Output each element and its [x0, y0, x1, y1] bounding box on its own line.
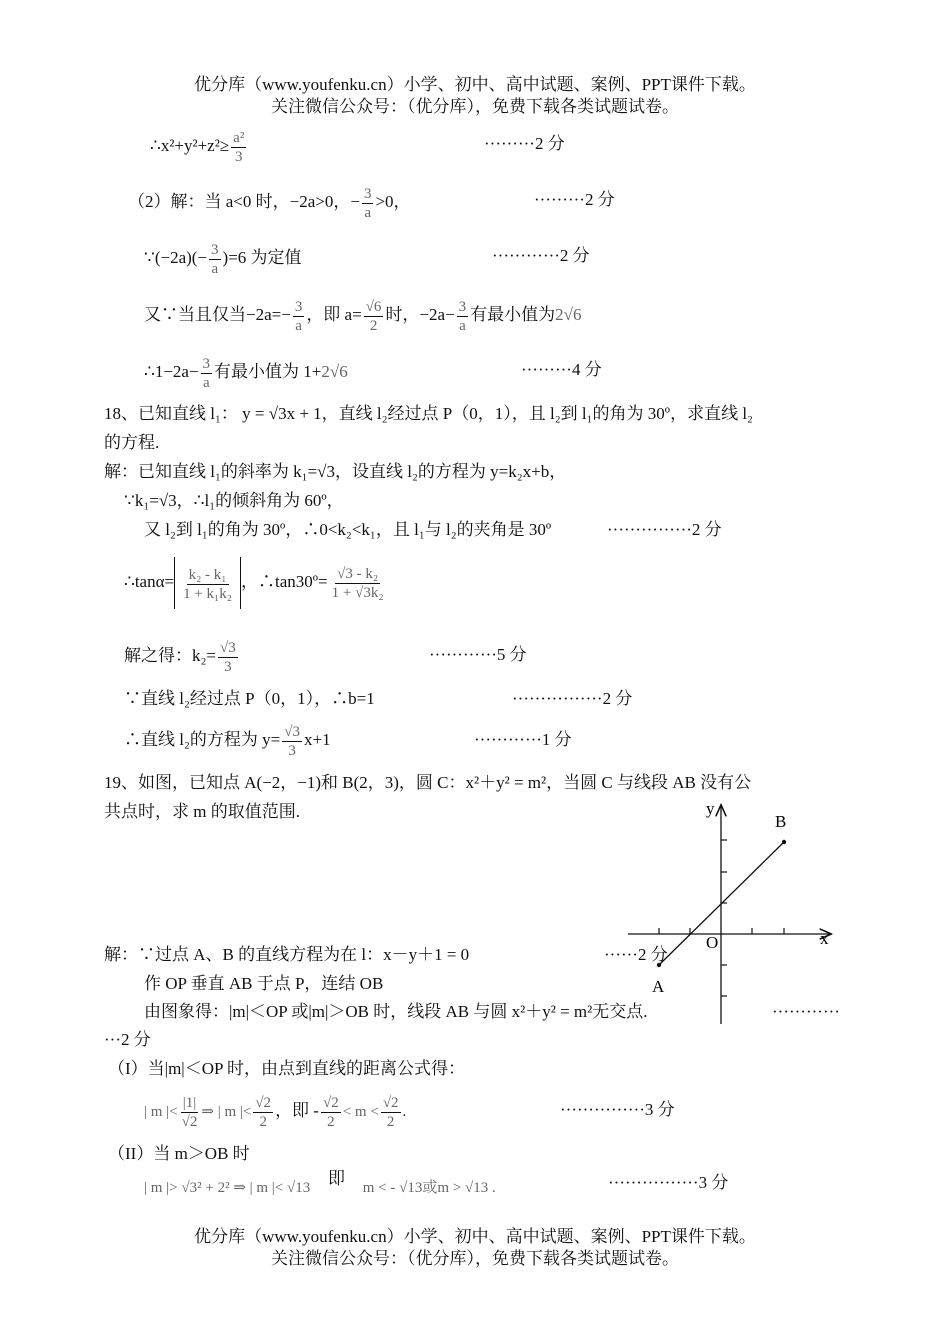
frac-num: √6 — [365, 298, 382, 315]
coordinate-figure — [620, 792, 840, 1032]
frac-den: 1 + √3k₂ — [331, 584, 384, 601]
frac-den: 2 — [386, 1114, 395, 1131]
q19-title-1: 19、如图，已知点 A(−2，−1)和 B(2，3)，圆 C：x²＋y² = m²，当圆 C 与线段 AB 没有公 — [104, 773, 752, 792]
frac-num: √3 - k₂ — [337, 565, 379, 582]
frac-num: 3 — [458, 298, 467, 315]
q19-s5-frac1 — [180, 1094, 200, 1131]
q17-l5-frac — [201, 355, 213, 392]
label-x: x — [820, 929, 829, 948]
q17-l2-frac — [362, 185, 374, 222]
q19-step-4: （I）当|m|＜OP 时，由点到直线的距离公式得： — [108, 1059, 466, 1078]
score-9: ······2 分 — [604, 945, 668, 964]
q17-line-1 — [150, 124, 248, 168]
q17-l3-b: )=6 为定值 — [222, 248, 302, 267]
q18-step-1: 解：已知直线 l₁的斜率为 k₁=√3，设直线 l₂的方程为 y=k₂x+b， — [104, 462, 567, 481]
q19-title-2: 共点时，求 m 的取值范围. — [104, 802, 300, 821]
frac-num: a² — [233, 129, 245, 146]
q18-s4-frac — [330, 565, 386, 602]
point-b — [782, 840, 786, 844]
q18-s4-b: ，∴tan30º= — [241, 572, 328, 591]
q18-s7-a: ∴直线 l₂的方程为 y= — [124, 730, 281, 749]
q17-l5-c: 2√6 — [321, 362, 348, 381]
q19-step-3: 由图象得：|m|＜OP 或|m|＞OB 时，线段 AB 与圆 x²＋y² = m²无交点. — [144, 1002, 648, 1021]
q18-s7-b: x+1 — [303, 730, 331, 749]
score-5: ···············2 分 — [607, 520, 722, 539]
q18-step-7 — [124, 718, 331, 762]
frac-den: 2 — [369, 317, 378, 334]
q17-line-5 — [144, 350, 348, 394]
label-y: y — [706, 799, 715, 818]
q19-s5-frac4 — [381, 1094, 401, 1131]
q18-s4-a: ∴tanα= — [124, 572, 175, 591]
q19-s7-a: | m |> √3² + 2² ⇒ | m |< √13 — [144, 1180, 311, 1196]
q19-step-1: 解：∵过点 A、B 的直线方程为在 l：x－y＋1 = 0 — [104, 945, 470, 964]
frac-den: 2 — [327, 1114, 335, 1131]
q17-l1-text: ∴x²+y²+z²≥ — [150, 136, 230, 155]
q19-s5-c: ，即 - — [275, 1101, 319, 1120]
q17-l4-e: 2√6 — [555, 305, 582, 324]
q19-step-5 — [144, 1087, 406, 1136]
q18-s5-a: 解之得：k₂= — [124, 646, 217, 665]
frac-num: |1| — [182, 1095, 197, 1112]
q17-l5-b: 有最小值为 1+ — [214, 362, 322, 381]
score-3: ············2 分 — [492, 246, 590, 265]
q17-l4-c: 时，−2a− — [385, 305, 455, 324]
q19-s7-b: 即 — [328, 1169, 346, 1188]
q18-step-4 — [124, 556, 388, 609]
q17-l4-frac1 — [293, 298, 305, 335]
q19-s7-c: m < - √13或m > √13 . — [362, 1180, 496, 1196]
frac-num: 3 — [363, 185, 372, 202]
score-1: ·········2 分 — [484, 134, 565, 153]
q17-l3-frac — [209, 241, 221, 278]
score-11: ···············3 分 — [560, 1100, 675, 1119]
score-8: ············1 分 — [474, 730, 572, 749]
score-10b: ···2 分 — [104, 1030, 151, 1049]
frac-den: √2 — [181, 1114, 198, 1131]
q17-l4-b: ，即 a= — [306, 305, 362, 324]
q19-s5-e: . — [402, 1104, 407, 1120]
label-o: O — [706, 933, 719, 952]
score-4: ·········4 分 — [521, 360, 602, 379]
score-7: ················2 分 — [512, 689, 633, 708]
q19-s5-frac3 — [321, 1094, 341, 1131]
score-2: ·········2 分 — [534, 190, 615, 209]
frac-num: 3 — [211, 241, 219, 258]
q17-l3-a: ∵(−2a)(− — [144, 248, 208, 267]
frac-den: 3 — [234, 148, 243, 165]
q18-s5-frac — [218, 639, 238, 676]
frac-num: √3 — [220, 639, 236, 656]
frac-den: a — [364, 204, 372, 221]
q17-l2-a: （2）解：当 a<0 时，−2a>0，− — [128, 192, 360, 211]
q17-line-4 — [144, 293, 582, 337]
frac-num: √3 — [284, 723, 300, 740]
q19-s5-frac2 — [253, 1094, 273, 1131]
label-b: B — [775, 812, 787, 831]
q18-step-5 — [124, 634, 240, 678]
frac-den: a — [459, 317, 466, 334]
frac-num: √2 — [382, 1095, 399, 1112]
frac-num: k₂ - k₁ — [188, 566, 227, 583]
q17-l1-frac — [231, 129, 246, 166]
q17-l4-frac3 — [457, 298, 469, 335]
q19-s5-d: < m < — [342, 1104, 379, 1120]
q17-line-3 — [144, 236, 302, 280]
frac-den: 2 — [259, 1114, 267, 1131]
q19-step-2: 作 OP 垂直 AB 于点 P，连结 OB — [144, 974, 384, 993]
frac-den: a — [211, 260, 219, 277]
q18-s7-frac — [282, 723, 302, 760]
q19-step-6: （II）当 m＞OB 时 — [108, 1144, 250, 1163]
q18-abs-frac — [181, 566, 234, 603]
q19-s5-a: | m |< — [144, 1104, 178, 1120]
q17-l4-a: 又∵当且仅当−2a=− — [144, 305, 291, 324]
score-6: ············5 分 — [429, 645, 527, 664]
q17-l2-b: >0， — [375, 192, 411, 211]
q18-abs — [174, 557, 241, 609]
q18-step-3: 又 l₂到 l₁的角为 30º，∴0<k₂<k₁，且 l₁与 l₂的夹角是 30º — [144, 520, 552, 539]
frac-num: 3 — [202, 355, 211, 372]
footer-line-1: 优分库（www.youfenku.cn）小学、初中、高中试题、案例、PPT课件下载。 — [194, 1227, 756, 1246]
score-12: ················3 分 — [608, 1173, 729, 1192]
footer-line-2: 关注微信公众号：（优分库），免费下载各类试题试卷。 — [271, 1249, 679, 1268]
frac-den: 1 + k₁k₂ — [183, 585, 233, 602]
frac-den: a — [295, 317, 302, 334]
q17-l4-d: 有最小值为 — [470, 305, 556, 324]
q18-title-1: 18、已知直线 l₁： y = √3x + 1，直线 l₂经过点 P（0，1），且 l₂到 l₁的角为 30º，求直线 l₂ — [104, 404, 753, 423]
q17-l4-frac2 — [364, 298, 384, 335]
q19-s5-b: ⇒ | m |< — [201, 1104, 252, 1120]
label-a: A — [652, 977, 665, 996]
q17-l5-a: ∴1−2a− — [144, 362, 199, 381]
q19-step-7 — [144, 1169, 496, 1199]
header-line-2: 关注微信公众号：（优分库），免费下载各类试题试卷。 — [271, 97, 679, 116]
frac-num: 3 — [294, 298, 303, 315]
frac-den: a — [202, 374, 210, 391]
frac-num: √2 — [322, 1095, 339, 1112]
frac-den: 3 — [224, 658, 232, 675]
header-line-1: 优分库（www.youfenku.cn）小学、初中、高中试题、案例、PPT课件下载。 — [194, 75, 756, 94]
frac-num: √2 — [255, 1095, 272, 1112]
q18-step-2: ∵k₁=√3，∴l₁的倾斜角为 60º， — [124, 491, 344, 510]
q18-step-6: ∵直线 l₂经过点 P（0，1），∴b=1 — [124, 689, 375, 708]
frac-den: 3 — [288, 742, 296, 759]
score-10a: ············ — [772, 1002, 840, 1021]
q17-line-2 — [128, 180, 411, 224]
q18-title-2: 的方程. — [104, 433, 160, 452]
